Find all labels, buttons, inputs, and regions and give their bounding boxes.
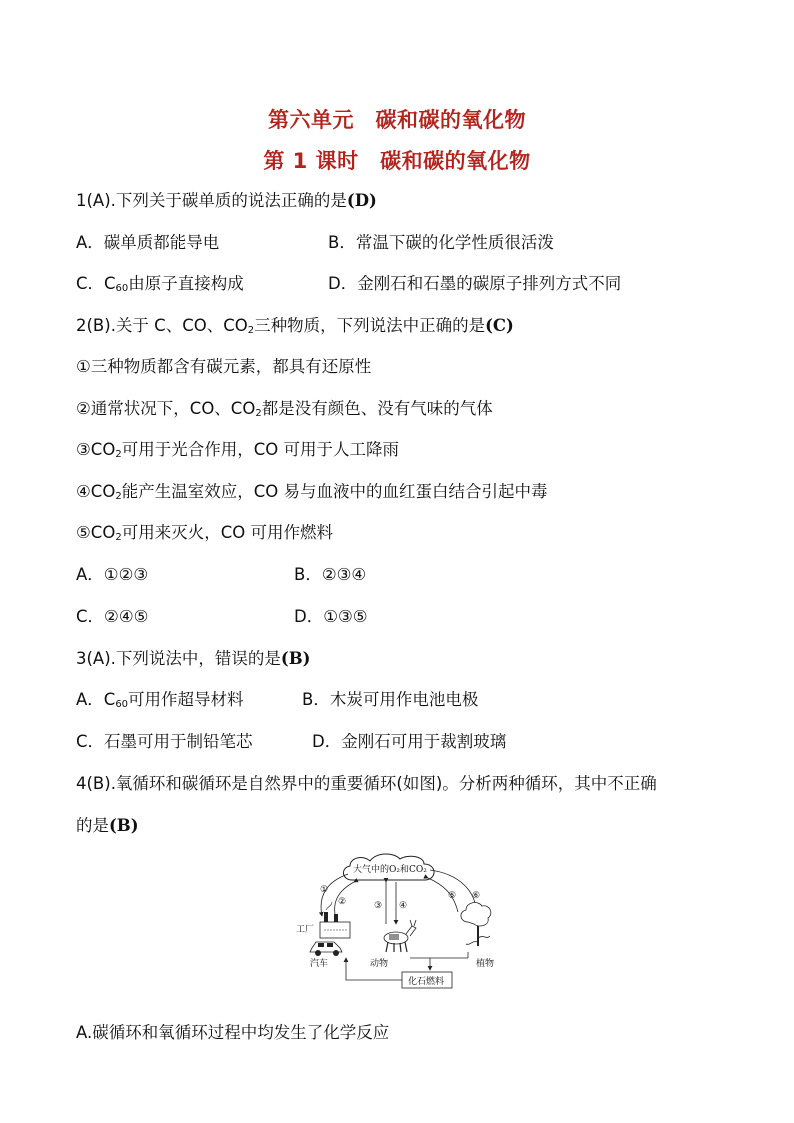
q2-statement-4 [76,481,547,508]
fossil-fuel-label: 化石燃料 [408,977,445,987]
q1-c-pre: C．C [76,274,116,293]
q2-statement-1: ①三种物质都含有碳元素，都具有还原性 [76,357,372,376]
q2-stem-sub: 2 [247,325,255,336]
plant-label: 植物 [476,959,495,969]
q1-c-post: 由原子直接构成 [128,274,244,293]
carbon-oxygen-cycle-diagram [290,852,512,998]
q2-stem-post: 三种物质，下列说法中正确的是 [254,316,486,335]
q2-s2-sub: 2 [255,408,262,419]
q2-s3-post: 可用于光合作用，CO 可用于人工降雨 [121,440,399,459]
q4-stem-line2-text: 的是 [76,816,109,835]
label-n1: ① [320,885,329,895]
label-n3: ③ [374,901,383,911]
q2-option-b: B．②③④ [294,565,367,584]
q2-s2-post: 都是没有颜色、没有气味的气体 [261,399,493,418]
q3-option-c: C．石墨可用于制铅笔芯 [76,732,253,751]
q2-s5-pre: ⑤CO [76,523,116,542]
label-n2: ② [338,897,347,907]
q3-a-pre: A．C [76,690,116,709]
q2-s5-sub: 2 [115,532,122,543]
q4-option-a: A.碳循环和氧循环过程中均发生了化学反应 [76,1023,390,1042]
q3-option-b: B．木炭可用作电池电极 [302,690,479,709]
q2-s2-pre: ②通常状况下，CO、CO [76,399,256,418]
q2-statement-2 [76,398,493,425]
q2-s3-pre: ③CO [76,440,116,459]
q1-stem [76,190,377,212]
q2-option-a: A．①②③ [76,565,149,584]
q2-s5-post: 可用来灭火，CO 可用作燃料 [121,523,333,542]
unit-title: 第六单元 碳和碳的氧化物 [268,108,526,132]
factory-label: 工厂 [296,925,315,935]
q2-answer: (C) [485,316,514,335]
q1-option-a: A．碳单质都能导电 [76,233,220,252]
q1-option-c [76,273,244,300]
q4-stem-line2 [76,815,139,837]
q2-statement-5 [76,522,333,549]
q1-stem-text: 1(A).下列关于碳单质的说法正确的是 [76,191,347,210]
q1-c-sub: 60 [115,283,129,294]
label-n6: ⑥ [472,891,481,901]
lesson-title: 第 1 课时 碳和碳的氧化物 [263,149,531,173]
q4-stem-line1: 4(B).氧循环和碳循环是自然界中的重要循环(如图)。分析两种循环，其中不正确 [76,774,657,793]
q2-option-c: C．②④⑤ [76,607,149,626]
q3-a-post: 可用作超导材料 [128,690,244,709]
q3-stem [76,648,310,670]
q3-a-sub: 60 [115,699,129,710]
q3-stem-text: 3(A).下列说法中，错误的是 [76,649,281,668]
q3-answer: (B) [280,649,311,668]
q3-option-a [76,689,244,716]
car-icon [310,942,342,956]
animal-label: 动物 [370,959,389,969]
q2-s4-post: 能产生温室效应，CO 易与血液中的血红蛋白结合引起中毒 [121,482,548,501]
label-n4: ④ [399,901,408,911]
car-label: 汽车 [310,959,329,969]
q2-stem-pre: 2(B).关于 C、CO、CO [76,316,248,335]
label-n5: ⑤ [448,891,457,901]
q2-s4-sub: 2 [115,491,122,502]
q2-statement-3 [76,439,399,466]
q3-option-d: D．金刚石可用于裁割玻璃 [312,732,507,751]
q1-answer: (D) [346,191,377,210]
plant-icon [461,903,491,946]
q2-option-d: D．①③⑤ [294,607,368,626]
q2-s3-sub: 2 [115,449,122,460]
goat-icon [384,920,416,952]
q1-option-b: B．常温下碳的化学性质很活泼 [328,233,554,252]
cloud-label: 大气中的O₂和CO₂ [353,865,427,875]
q2-s4-pre: ④CO [76,482,116,501]
q2-stem [76,315,514,342]
q4-answer: (B) [109,816,139,835]
q1-option-d: D．金刚石和石墨的碳原子排列方式不同 [328,274,622,293]
